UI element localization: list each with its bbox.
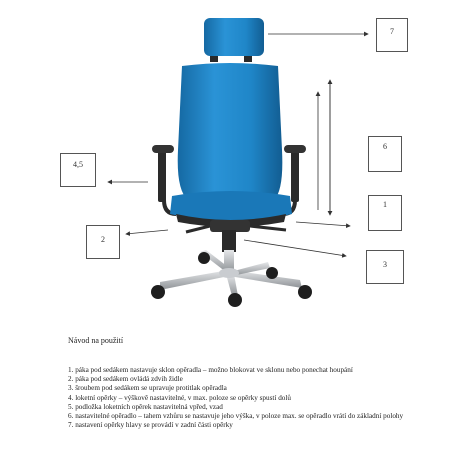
callout-2-label: 2 <box>101 235 105 244</box>
instruction-step-4: 4. loketní opěrky – výškově nastavitelné, v max. poloze se opěrky spustí dolů <box>68 393 291 402</box>
instruction-step-3: 3. šroubem pod sedákem se upravuje protitlak opěradla <box>68 384 227 393</box>
callout-4-5 <box>60 153 96 187</box>
pointer-2 <box>126 230 168 234</box>
callout-3 <box>366 250 404 284</box>
instruction-step-6: 6. nastavitelné opěradlo – tahem vzhůru se nastavuje jeho výška, v poloze max. se opěradlo vrátí do základní polohy <box>68 412 404 421</box>
callout-3-label: 3 <box>383 260 387 269</box>
callout-7 <box>376 18 408 52</box>
callout-6-label: 6 <box>383 142 387 151</box>
instruction-step-2: 2. páka pod sedákem ovládá zdvih židle <box>68 375 183 384</box>
callout-4-5-label: 4,5 <box>73 160 83 169</box>
callout-1-label: 1 <box>383 200 387 209</box>
instruction-list <box>68 366 408 430</box>
callout-6 <box>368 136 402 172</box>
callout-2 <box>86 225 120 259</box>
headrest <box>204 18 264 62</box>
instruction-step-7: 7. nastavení opěrky hlavy se provádí v zadní části opěrky <box>68 421 233 430</box>
instruction-step-5: 5. podložka loketních opěrek nastavitelná vpřed, vzad <box>68 402 223 411</box>
manual-title: Návod na použití <box>68 336 124 345</box>
backrest <box>178 63 283 200</box>
pointer-1 <box>296 222 350 226</box>
callout-7-label: 7 <box>390 27 394 36</box>
callout-1 <box>368 195 402 231</box>
instruction-step-1: 1. páka pod sedákem nastavuje sklon opěradla – možno blokovat ve sklonu nebo ponechat houpání <box>68 366 353 374</box>
pointer-3 <box>244 240 346 256</box>
